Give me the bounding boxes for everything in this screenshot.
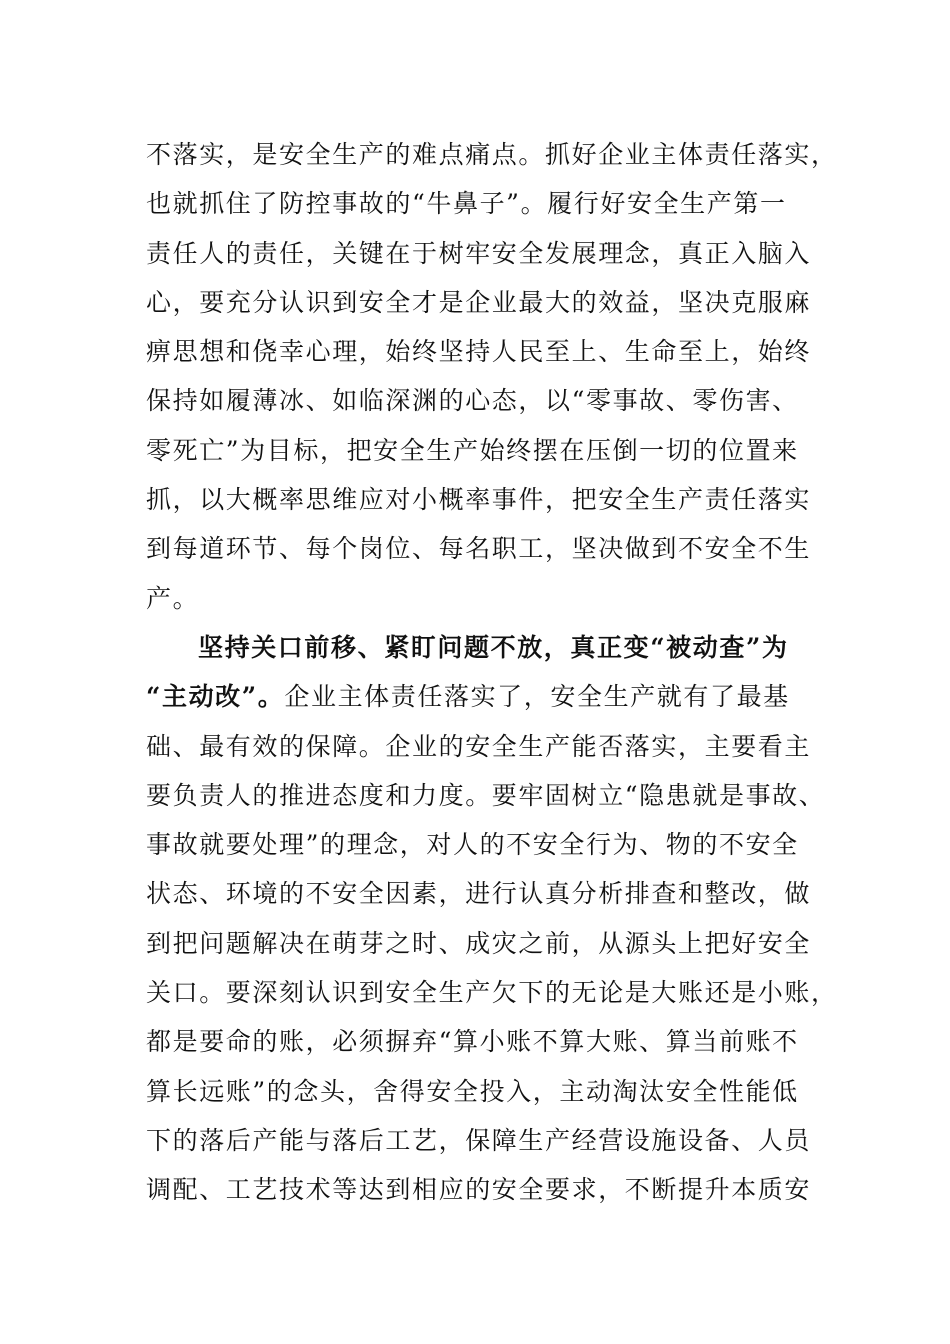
- paragraph-2: [146, 623, 838, 1215]
- text-line: 到每道环节、每个岗位、每名职工，坚决做到不安全不生: [146, 534, 812, 564]
- document-body: [146, 130, 838, 1215]
- text-line: 零死亡”为目标，把安全生产始终摆在压倒一切的位置来: [146, 435, 799, 465]
- text-line: 保持如履薄冰、如临深渊的心态，以“零事故、零伤害、: [146, 386, 799, 416]
- text-run: 企业主体责任落实了，安全生产就有了最基: [284, 682, 790, 712]
- paragraph-1: [146, 130, 838, 623]
- text-line: 关口。要深刻认识到安全生产欠下的无论是大账还是小账，: [146, 978, 838, 1008]
- text-line: 础、最有效的保障。企业的安全生产能否落实，主要看主: [146, 731, 812, 761]
- text-line: 责任人的责任，关键在于树牢安全发展理念，真正入脑入: [146, 238, 812, 268]
- text-line: 也就抓住了防控事故的“牛鼻子”。履行好安全生产第一: [146, 189, 787, 219]
- text-line: 心，要充分认识到安全才是企业最大的效益，坚决克服麻: [146, 287, 812, 317]
- text-line: 痹思想和侥幸心理，始终坚持人民至上、生命至上，始终: [146, 337, 812, 367]
- text-line: 调配、工艺技术等达到相应的安全要求，不断提升本质安: [146, 1175, 812, 1205]
- text-line: 事故就要处理”的理念，对人的不安全行为、物的不安全: [146, 830, 799, 860]
- text-line: 都是要命的账，必须摒弃“算小账不算大账、算当前账不: [146, 1027, 799, 1057]
- paragraph-heading-end: “主动改”。: [146, 682, 285, 712]
- text-line: 要负责人的推进态度和力度。要牢固树立“隐患就是事故、: [146, 780, 826, 810]
- paragraph-heading-line: 坚持关口前移、紧盯问题不放，真正变“被动查”为: [198, 632, 789, 662]
- text-line: 抓，以大概率思维应对小概率事件，把安全生产责任落实: [146, 485, 812, 515]
- text-line: 状态、环境的不安全因素，进行认真分析排查和整改，做: [146, 879, 812, 909]
- text-line: 下的落后产能与落后工艺，保障生产经营设施设备、人员: [146, 1125, 812, 1155]
- text-line: 到把问题解决在萌芽之时、成灾之前，从源头上把好安全: [146, 928, 812, 958]
- text-line: 产。: [146, 583, 200, 613]
- text-line: 不落实，是安全生产的难点痛点。抓好企业主体责任落实，: [146, 140, 838, 169]
- text-line: 算长远账”的念头，舍得安全投入，主动淘汰安全性能低: [146, 1076, 799, 1106]
- text-line: [146, 672, 790, 721]
